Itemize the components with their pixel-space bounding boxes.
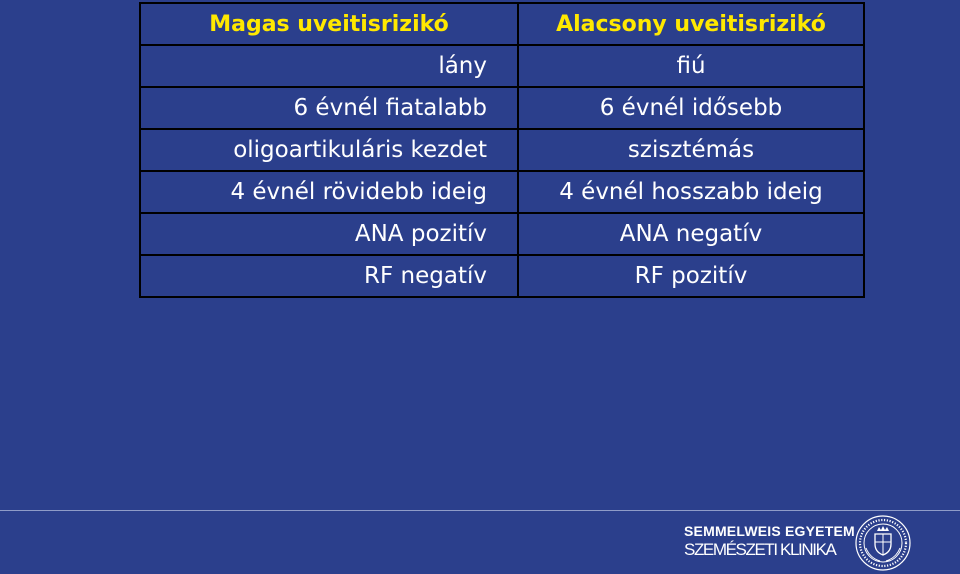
low-risk-cell: 4 évnél hosszabb ideig <box>518 171 864 213</box>
table-row <box>140 45 864 87</box>
low-risk-cell: RF pozitív <box>518 255 864 297</box>
low-risk-cell: ANA negatív <box>518 213 864 255</box>
table-row <box>140 87 864 129</box>
table-header-row <box>140 3 864 45</box>
footer-branding <box>684 523 855 560</box>
low-risk-cell: szisztémás <box>518 129 864 171</box>
header-low-risk: Alacsony uveitisrizikó <box>518 3 864 45</box>
header-high-risk: Magas uveitisrizikó <box>140 3 518 45</box>
university-name: SEMMELWEIS EGYETEM <box>684 523 855 539</box>
high-risk-cell: 6 évnél fiatalabb <box>140 87 518 129</box>
university-seal-icon <box>852 514 914 572</box>
low-risk-cell: 6 évnél idősebb <box>518 87 864 129</box>
high-risk-cell: ANA pozitív <box>140 213 518 255</box>
risk-comparison-table <box>139 2 865 298</box>
clinic-name: SZEMÉSZETI KLINIKA <box>684 540 836 559</box>
low-risk-cell: fiú <box>518 45 864 87</box>
high-risk-cell: 4 évnél rövidebb ideig <box>140 171 518 213</box>
footer-divider <box>0 510 960 511</box>
high-risk-cell: RF negatív <box>140 255 518 297</box>
table-row <box>140 213 864 255</box>
table-row <box>140 129 864 171</box>
high-risk-cell: lány <box>140 45 518 87</box>
table-row <box>140 255 864 297</box>
high-risk-cell: oligoartikuláris kezdet <box>140 129 518 171</box>
table-row <box>140 171 864 213</box>
